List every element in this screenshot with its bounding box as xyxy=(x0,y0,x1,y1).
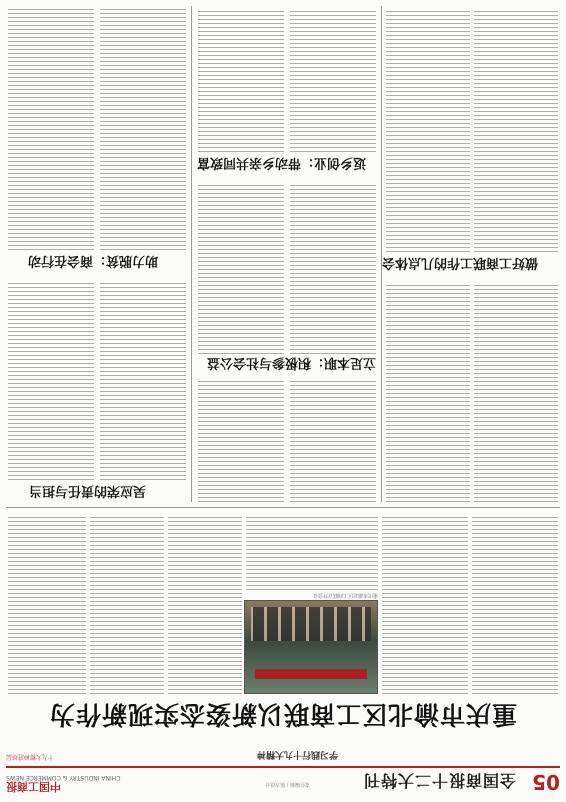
text-column xyxy=(474,8,558,252)
section-title: 全国商报十二大特刊 xyxy=(362,771,516,790)
text-column xyxy=(168,514,242,694)
text-column xyxy=(100,280,186,480)
red-label: 十九大精神进基层 xyxy=(6,753,55,760)
page-number: 05 xyxy=(532,770,560,794)
text-column xyxy=(382,514,468,694)
text-column xyxy=(198,380,284,502)
photo-audience xyxy=(251,607,371,641)
sub-headline: 助力脱贫：商会在行动 xyxy=(27,253,158,268)
sub-headline: 返乡创业：带动乡亲共同致富 xyxy=(196,155,366,170)
text-column xyxy=(8,514,86,694)
main-headline: 重庆市渝北区工商联以新姿态实现新作为 xyxy=(49,700,518,729)
text-column xyxy=(198,184,284,354)
editor-line: 责任编辑 / 版式设计 xyxy=(265,781,310,787)
sub-headline: 做好工商联工作的几点体会 xyxy=(381,255,538,270)
photo-caption: 重庆市渝北区工商联召开会议 xyxy=(312,592,378,598)
text-column xyxy=(8,280,94,480)
text-column xyxy=(290,380,376,502)
text-column xyxy=(290,184,376,354)
text-column xyxy=(472,514,558,694)
text-column xyxy=(90,514,164,694)
text-column xyxy=(198,8,284,152)
newspaper-brand-sub: CHINA INDUSTRY & COMMERCE NEWS xyxy=(6,774,121,781)
column-tag: 学习践行十九大精神 xyxy=(256,749,338,759)
masthead xyxy=(6,766,560,796)
text-column xyxy=(474,282,558,502)
text-column xyxy=(386,282,470,502)
meeting-photo xyxy=(244,600,378,694)
text-column xyxy=(246,514,378,590)
sub-headline: 吴应荣的责任与担当 xyxy=(28,483,146,498)
newspaper-brand: 中国工商报 xyxy=(6,780,61,793)
text-column xyxy=(8,8,94,250)
divider xyxy=(191,6,192,502)
sub-headline: 立足本职：积极参与社会公益 xyxy=(206,355,376,370)
text-column xyxy=(386,8,470,252)
divider xyxy=(6,507,560,508)
divider xyxy=(381,6,382,502)
text-column xyxy=(290,8,376,152)
photo-banner xyxy=(255,669,367,679)
text-column xyxy=(100,8,186,250)
